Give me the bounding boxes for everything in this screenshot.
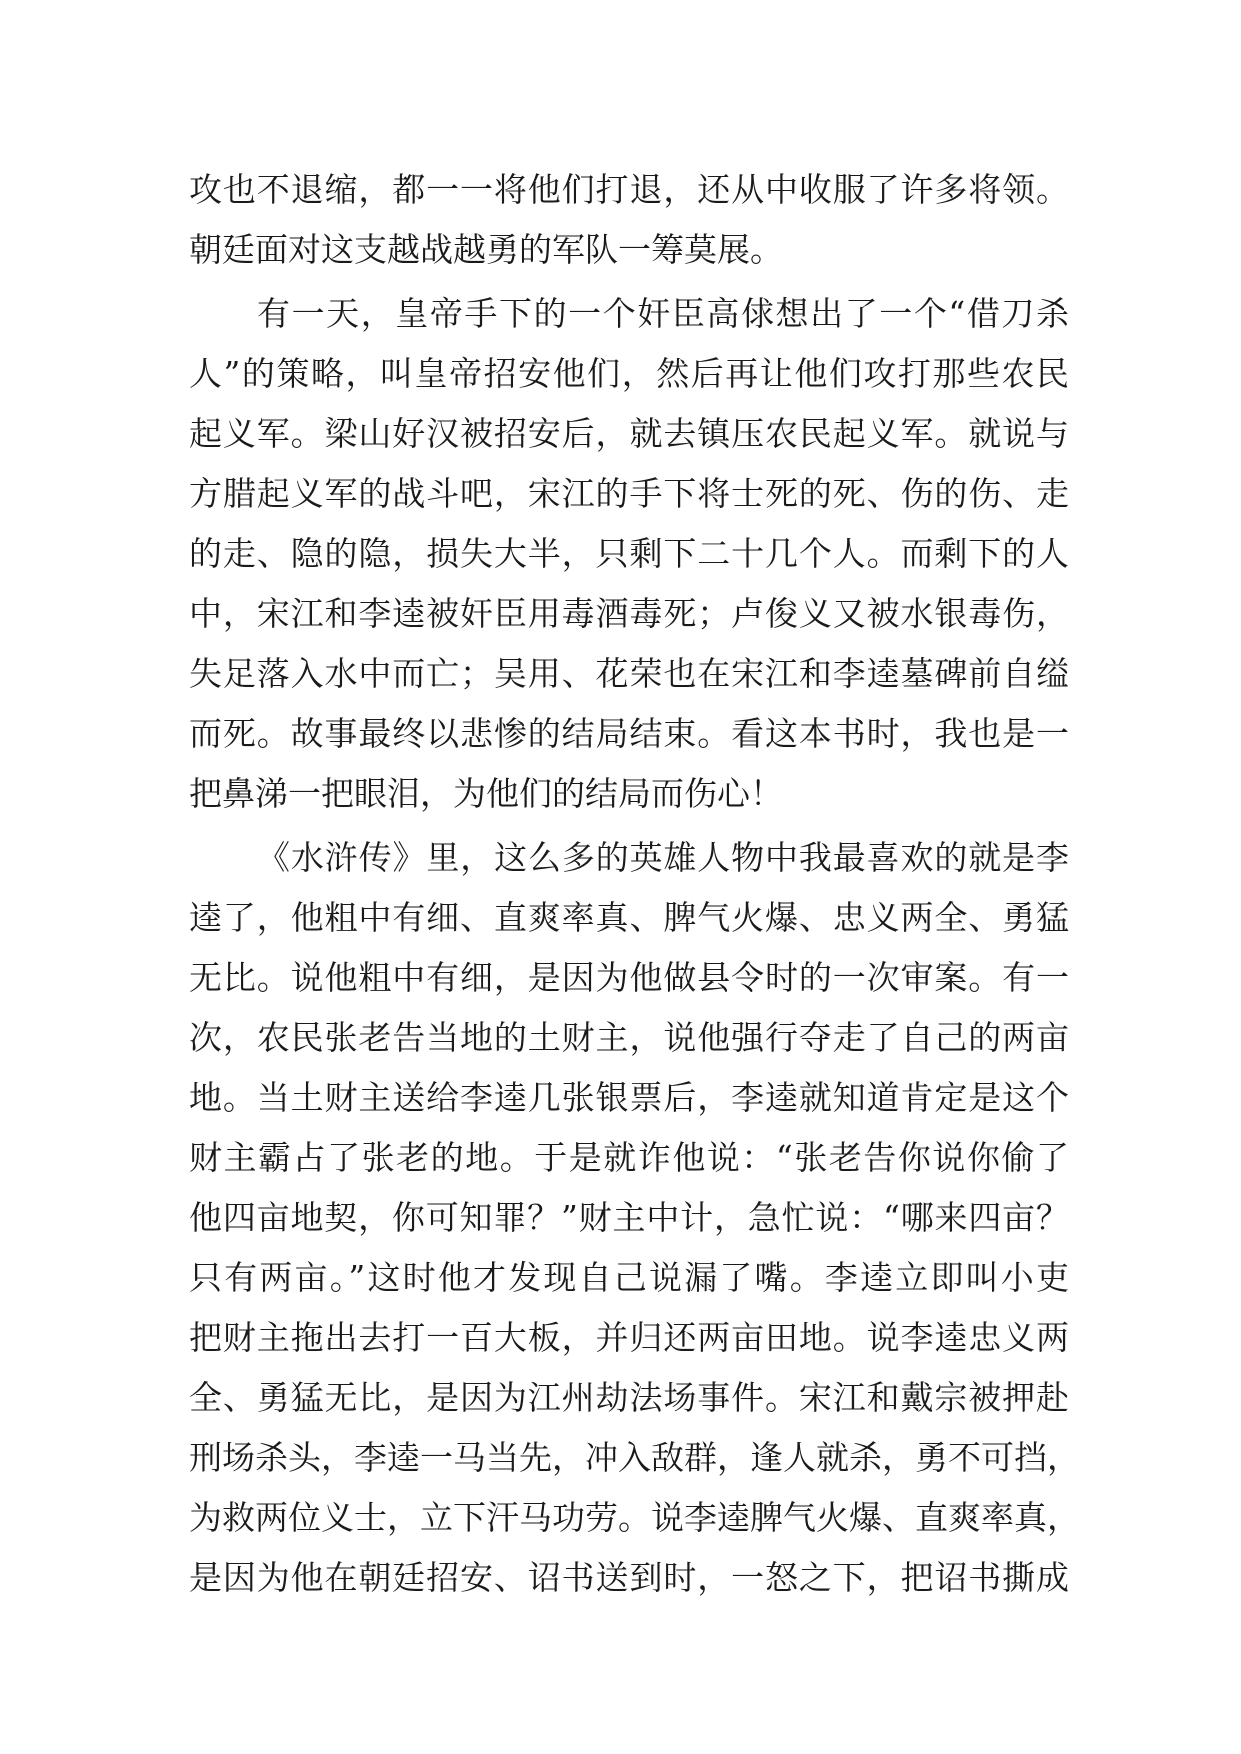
text-line: 无比。说他粗中有细，是因为他做县令时的一次审案。有一 [189, 958, 1069, 997]
text-line: 只有两亩。”这时他才发现自己说漏了嘴。李逵立即叫小吏 [189, 1258, 1069, 1297]
text-line: 为救两位义士，立下汗马功劳。说李逵脾气火爆、直爽率真， [189, 1498, 1080, 1537]
paragraph-2 [189, 284, 1069, 824]
text-line: 全、勇猛无比，是因为江州劫法场事件。宋江和戴宗被押赴 [189, 1378, 1069, 1417]
text-line: 中，宋江和李逵被奸臣用毒酒毒死；卢俊义又被水银毒伤， [189, 594, 1069, 633]
text-line: 他四亩地契，你可知罪？”财主中计，急忙说：“哪来四亩？ [189, 1198, 1069, 1237]
text-line: 刑场杀头，李逵一马当先，冲入敌群，逢人就杀，勇不可挡， [189, 1438, 1080, 1477]
text-line: 把财主拖出去打一百大板，并归还两亩田地。说李逵忠义两 [189, 1318, 1069, 1357]
text-line: 地。当土财主送给李逵几张银票后，李逵就知道肯定是这个 [189, 1078, 1069, 1117]
text-line: 逵了，他粗中有细、直爽率真、脾气火爆、忠义两全、勇猛 [189, 898, 1069, 937]
document-body [189, 160, 1080, 1608]
text-line: 朝廷面对这支越战越勇的军队一筹莫展。 [189, 230, 783, 269]
text-line: 而死。故事最终以悲惨的结局结束。看这本书时，我也是一 [189, 714, 1069, 753]
text-line: 次，农民张老告当地的土财主，说他强行夺走了自己的两亩 [189, 1018, 1069, 1057]
paragraph-3 [189, 828, 1080, 1608]
text-line: 失足落入水中而亡；吴用、花荣也在宋江和李逵墓碑前自缢 [189, 654, 1069, 693]
text-line: 是因为他在朝廷招安、诏书送到时，一怒之下，把诏书撕成 [189, 1558, 1069, 1597]
text-line: 财主霸占了张老的地。于是就诈他说：“张老告你说你偷了 [189, 1138, 1069, 1177]
text-line: 的走、隐的隐，损失大半，只剩下二十几个人。而剩下的人 [189, 534, 1069, 573]
text-line: 方腊起义军的战斗吧，宋江的手下将士死的死、伤的伤、走 [189, 474, 1069, 513]
text-line: 把鼻涕一把眼泪，为他们的结局而伤心！ [189, 774, 783, 813]
text-line: 有一天，皇帝手下的一个奸臣高俅想出了一个“借刀杀 [257, 294, 1069, 333]
text-line: 起义军。梁山好汉被招安后，就去镇压农民起义军。就说与 [189, 414, 1069, 453]
text-line: 《水浒传》里，这么多的英雄人物中我最喜欢的就是李 [257, 838, 1069, 877]
paragraph-1 [189, 160, 1069, 280]
text-line: 人”的策略，叫皇帝招安他们，然后再让他们攻打那些农民 [189, 354, 1069, 393]
text-line: 攻也不退缩，都一一将他们打退，还从中收服了许多将领。 [189, 170, 1069, 209]
